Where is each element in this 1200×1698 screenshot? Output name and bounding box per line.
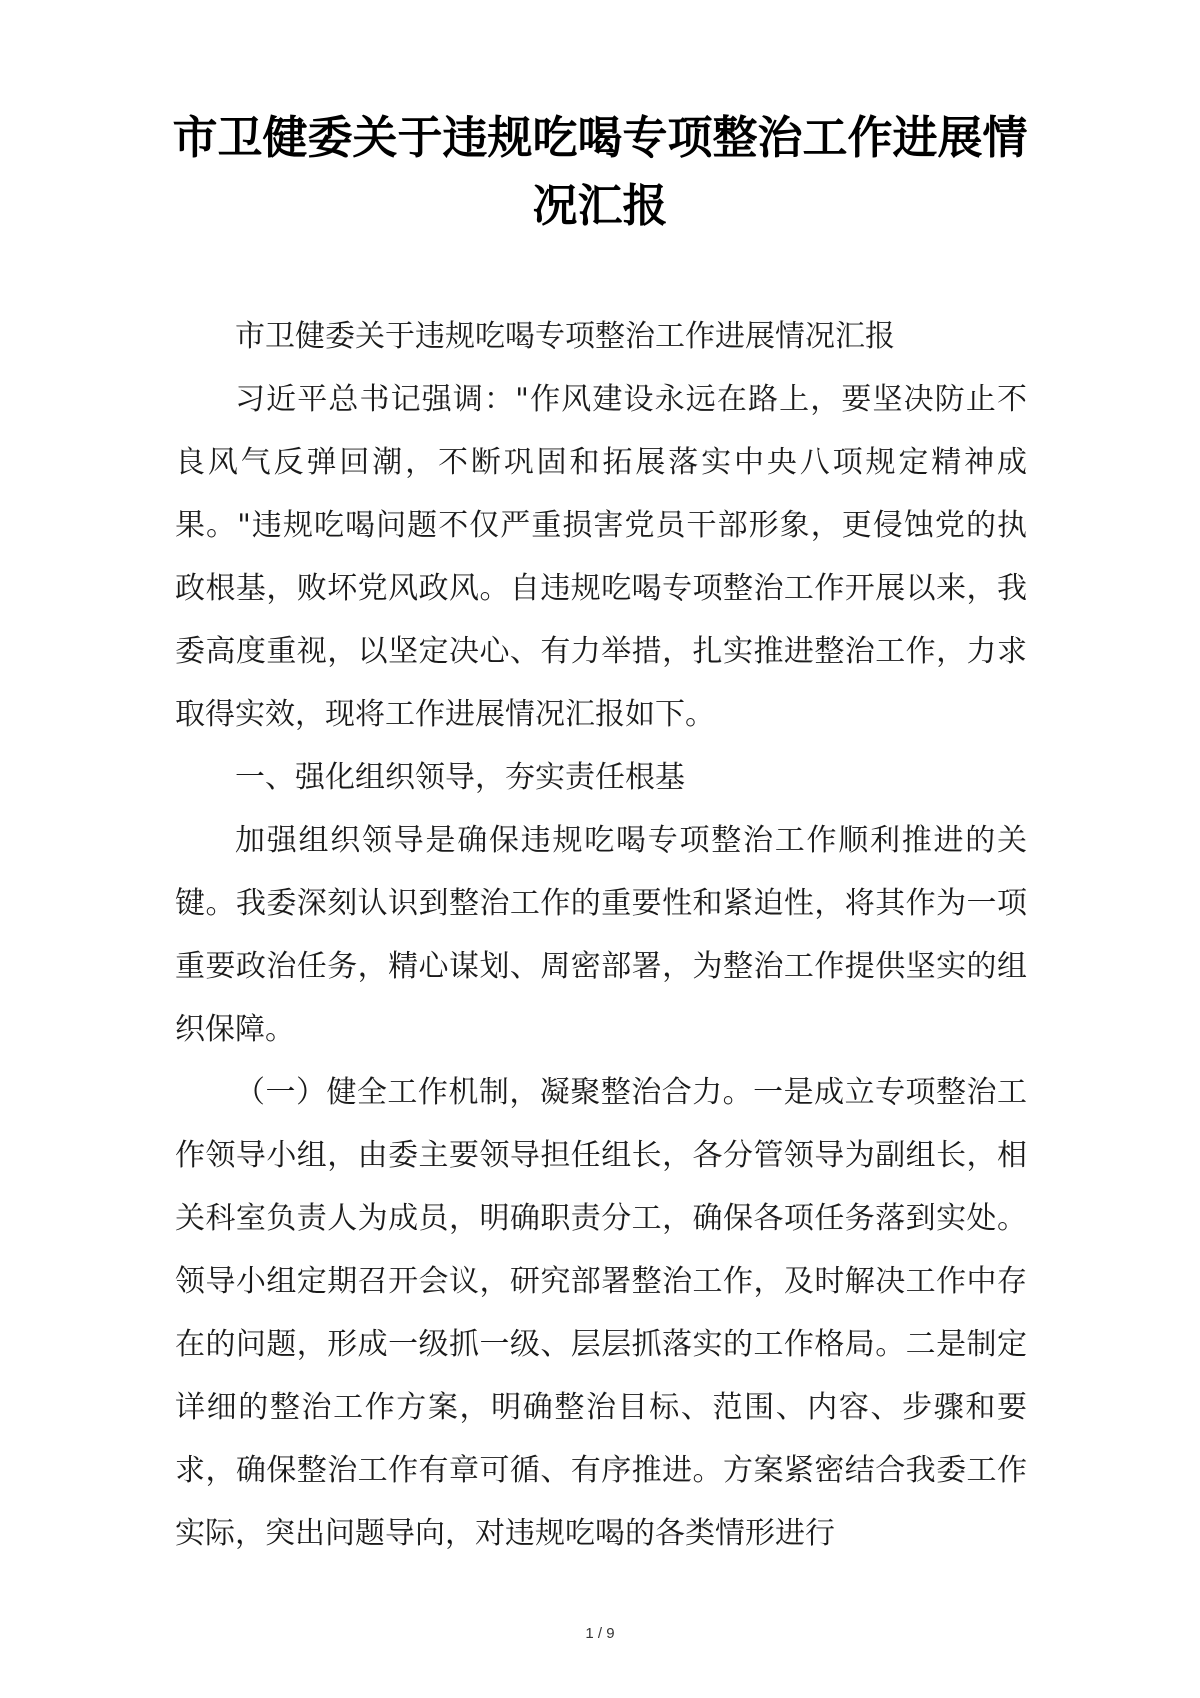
paragraph-intro: 习近平总书记强调："作风建设永远在路上，要坚决防止不良风气反弹回潮，不断巩固和拓展落实中央八项规定精神成果。"违规吃喝问题不仅严重损害党员干部形象，更侵蚀党的执政根基，败坏党风政风。自违规吃喝专项整治工作开展以来，我委高度重视，以坚定决心、有力举措，扎实推进整治工作，力求取得实效，现将工作进展情况汇报如下。 — [175, 382, 1027, 732]
paragraph-section-1: 加强组织领导是确保违规吃喝专项整治工作顺利推进的关键。我委深刻认识到整治工作的重要性和紧迫性，将其作为一项重要政治任务，精心谋划、周密部署，为整治工作提供坚实的组织保障。 — [175, 823, 1027, 1047]
section-heading-1: 一、强化组织领导，夯实责任根基 — [235, 760, 685, 795]
paragraph-subsection-1: （一）健全工作机制，凝聚整治合力。一是成立专项整治工作领导小组，由委主要领导担任组长，各分管领导为副组长，相关科室负责人为成员，明确职责分工，确保各项任务落到实处。领导小组定期召开会议，研究部署整治工作，及时解决工作中存在的问题，形成一级抓一级、层层抓落实的工作格局。二是制定详细的整治工作方案，明确整治目标、范围、内容、步骤和要求，确保整治工作有章可循、有序推进。方案紧密结合我委工作实际，突出问题导向，对违规吃喝的各类情形进行 — [175, 1075, 1027, 1551]
paragraph-heading-repeat: 市卫健委关于违规吃喝专项整治工作进展情况汇报 — [235, 319, 895, 354]
document-title: 市卫健委关于违规吃喝专项整治工作进展情况汇报 — [172, 111, 1028, 232]
page-number: 1 / 9 — [585, 1625, 615, 1642]
document-body — [175, 305, 1027, 1565]
